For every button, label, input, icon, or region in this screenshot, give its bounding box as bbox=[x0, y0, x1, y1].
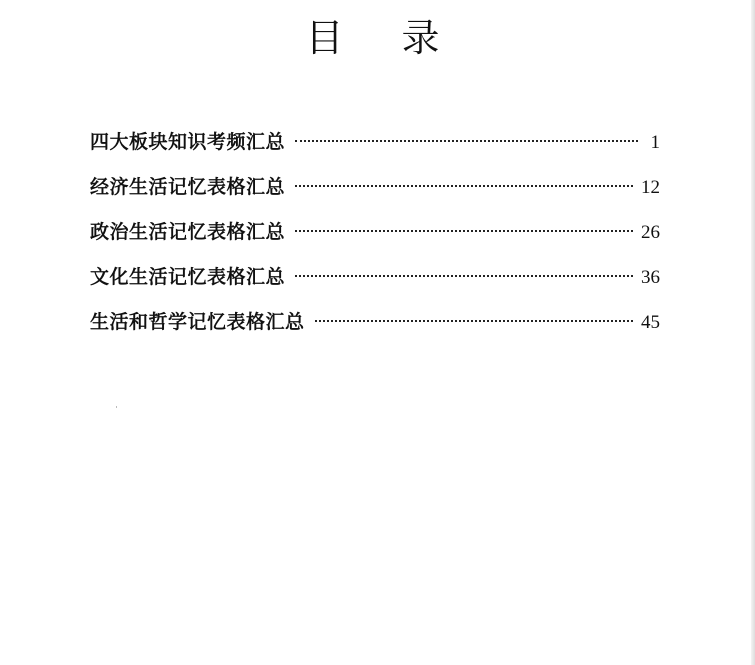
toc-entry-label: 政治生活记忆表格汇总 bbox=[90, 221, 286, 243]
toc-dot-leader bbox=[295, 140, 638, 142]
title-char-2: 录 bbox=[401, 16, 440, 60]
toc-entry[interactable] bbox=[90, 263, 660, 308]
toc-dot-leader bbox=[295, 185, 633, 187]
page-edge-shadow bbox=[751, 0, 755, 665]
toc-entry[interactable] bbox=[90, 173, 660, 218]
toc-entry-label: 生活和哲学记忆表格汇总 bbox=[90, 311, 305, 333]
toc-dot-leader bbox=[295, 230, 633, 232]
toc-dot-leader bbox=[315, 320, 633, 322]
page-title bbox=[0, 14, 745, 62]
toc-page-number: 36 bbox=[641, 267, 660, 288]
scan-speck bbox=[116, 406, 117, 408]
toc-page-number: 1 bbox=[650, 132, 660, 153]
toc-dot-leader bbox=[295, 275, 633, 277]
table-of-contents bbox=[90, 128, 660, 353]
toc-entry-label: 经济生活记忆表格汇总 bbox=[90, 176, 286, 198]
toc-entry[interactable] bbox=[90, 308, 660, 353]
toc-page-number: 12 bbox=[641, 177, 660, 198]
toc-entry-label: 文化生活记忆表格汇总 bbox=[90, 266, 286, 288]
toc-entry-label: 四大板块知识考频汇总 bbox=[90, 131, 286, 153]
toc-entry[interactable] bbox=[90, 128, 660, 173]
toc-page-number: 45 bbox=[641, 312, 660, 333]
toc-entry[interactable] bbox=[90, 218, 660, 263]
title-char-1: 目 bbox=[305, 16, 344, 60]
toc-page-number: 26 bbox=[641, 222, 660, 243]
